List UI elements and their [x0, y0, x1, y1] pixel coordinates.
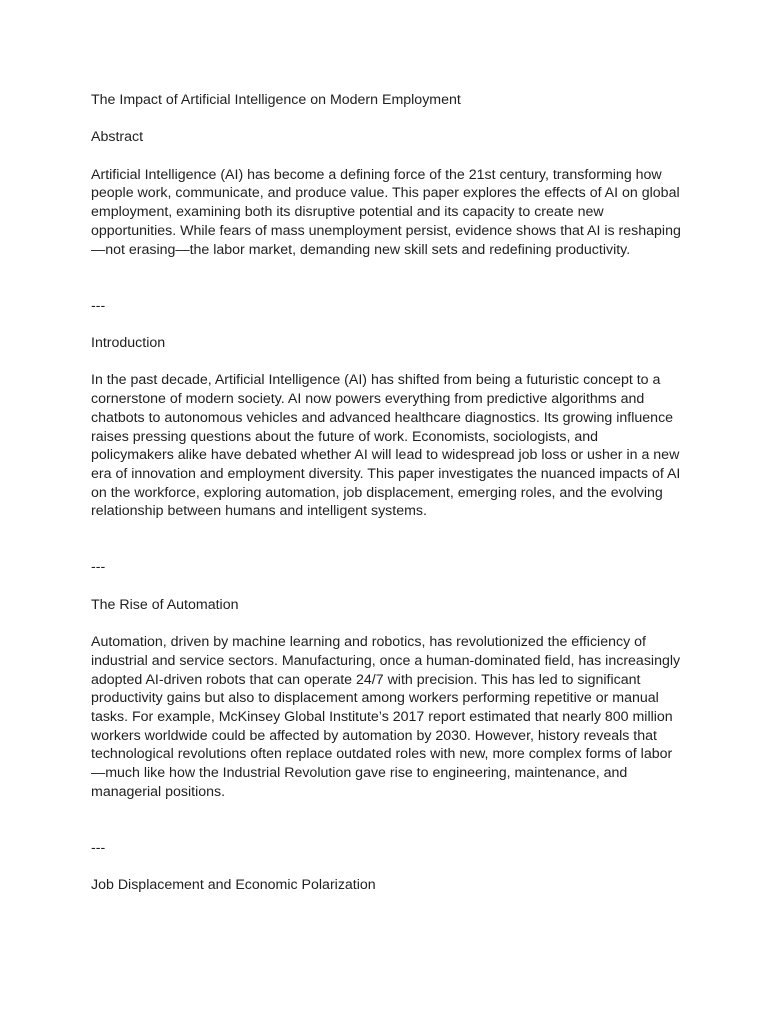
spacer — [91, 521, 683, 558]
abstract-heading: Abstract — [91, 129, 144, 146]
automation-heading: The Rise of Automation — [91, 596, 239, 613]
introduction-paragraph: In the past decade, Artificial Intelligence (AI) has shifted from being a futuristic concept to a cornerstone of modern society. AI now powers everything from predictive algorithms and chatbots to autonomous vehicles and advanced healthcare diagnostics. Its growing influence raises pressing questions about the future of work. Economists, sociologists, and policymakers alike have debated whether AI will lead to widespread job loss or usher in a new era of innovation and employment diversity. This paper investigates the nuanced impacts of AI on the workforce, exploring automation, job displacement, emerging roles, and the evolving relationship between humans and intelligent systems. — [91, 372, 681, 520]
abstract-paragraph: Artificial Intelligence (AI) has become a defining force of the 21st century, transforming how people work, communicate, and produce value. This paper explores the effects of AI on global employment, examining both its disruptive potential and its capacity to create new opportunities. While fears of mass unemployment persist, evidence shows that AI is reshaping—not erasing—the labor market, demanding new skill sets and redefining productivity. — [91, 166, 681, 258]
document-title: The Impact of Artificial Intelligence on Modern Employment — [91, 92, 461, 108]
spacer — [91, 577, 683, 596]
spacer — [91, 259, 683, 296]
introduction-heading: Introduction — [91, 335, 166, 352]
document-body — [91, 91, 683, 895]
spacer — [91, 315, 683, 334]
spacer — [91, 147, 683, 166]
spacer — [91, 615, 683, 634]
automation-paragraph: Automation, driven by machine learning and robotics, has revolutionized the efficiency of industrial and service sectors. Manufacturing, once a human-dominated field, has increasingly adopted AI-driven robots that can operate 24/7 with precision. This has led to significant productivity gains but also to displacement among workers performing repetitive or manual tasks. For example, McKinsey Global Institute’s 2017 report estimated that nearly 800 million workers worldwide could be affected by automation by 2030. However, history reveals that technological revolutions often replace outdated roles with new, more complex forms of labor—much like how the Industrial Revolution gave rise to engineering, maintenance, and managerial positions. — [91, 634, 681, 800]
spacer — [91, 353, 683, 372]
section-separator: --- — [91, 559, 106, 576]
spacer — [91, 858, 683, 877]
spacer — [91, 802, 683, 839]
section-separator: --- — [91, 839, 106, 856]
displacement-heading: Job Displacement and Economic Polarization — [91, 877, 376, 894]
spacer — [91, 110, 683, 129]
section-separator: --- — [91, 297, 106, 314]
